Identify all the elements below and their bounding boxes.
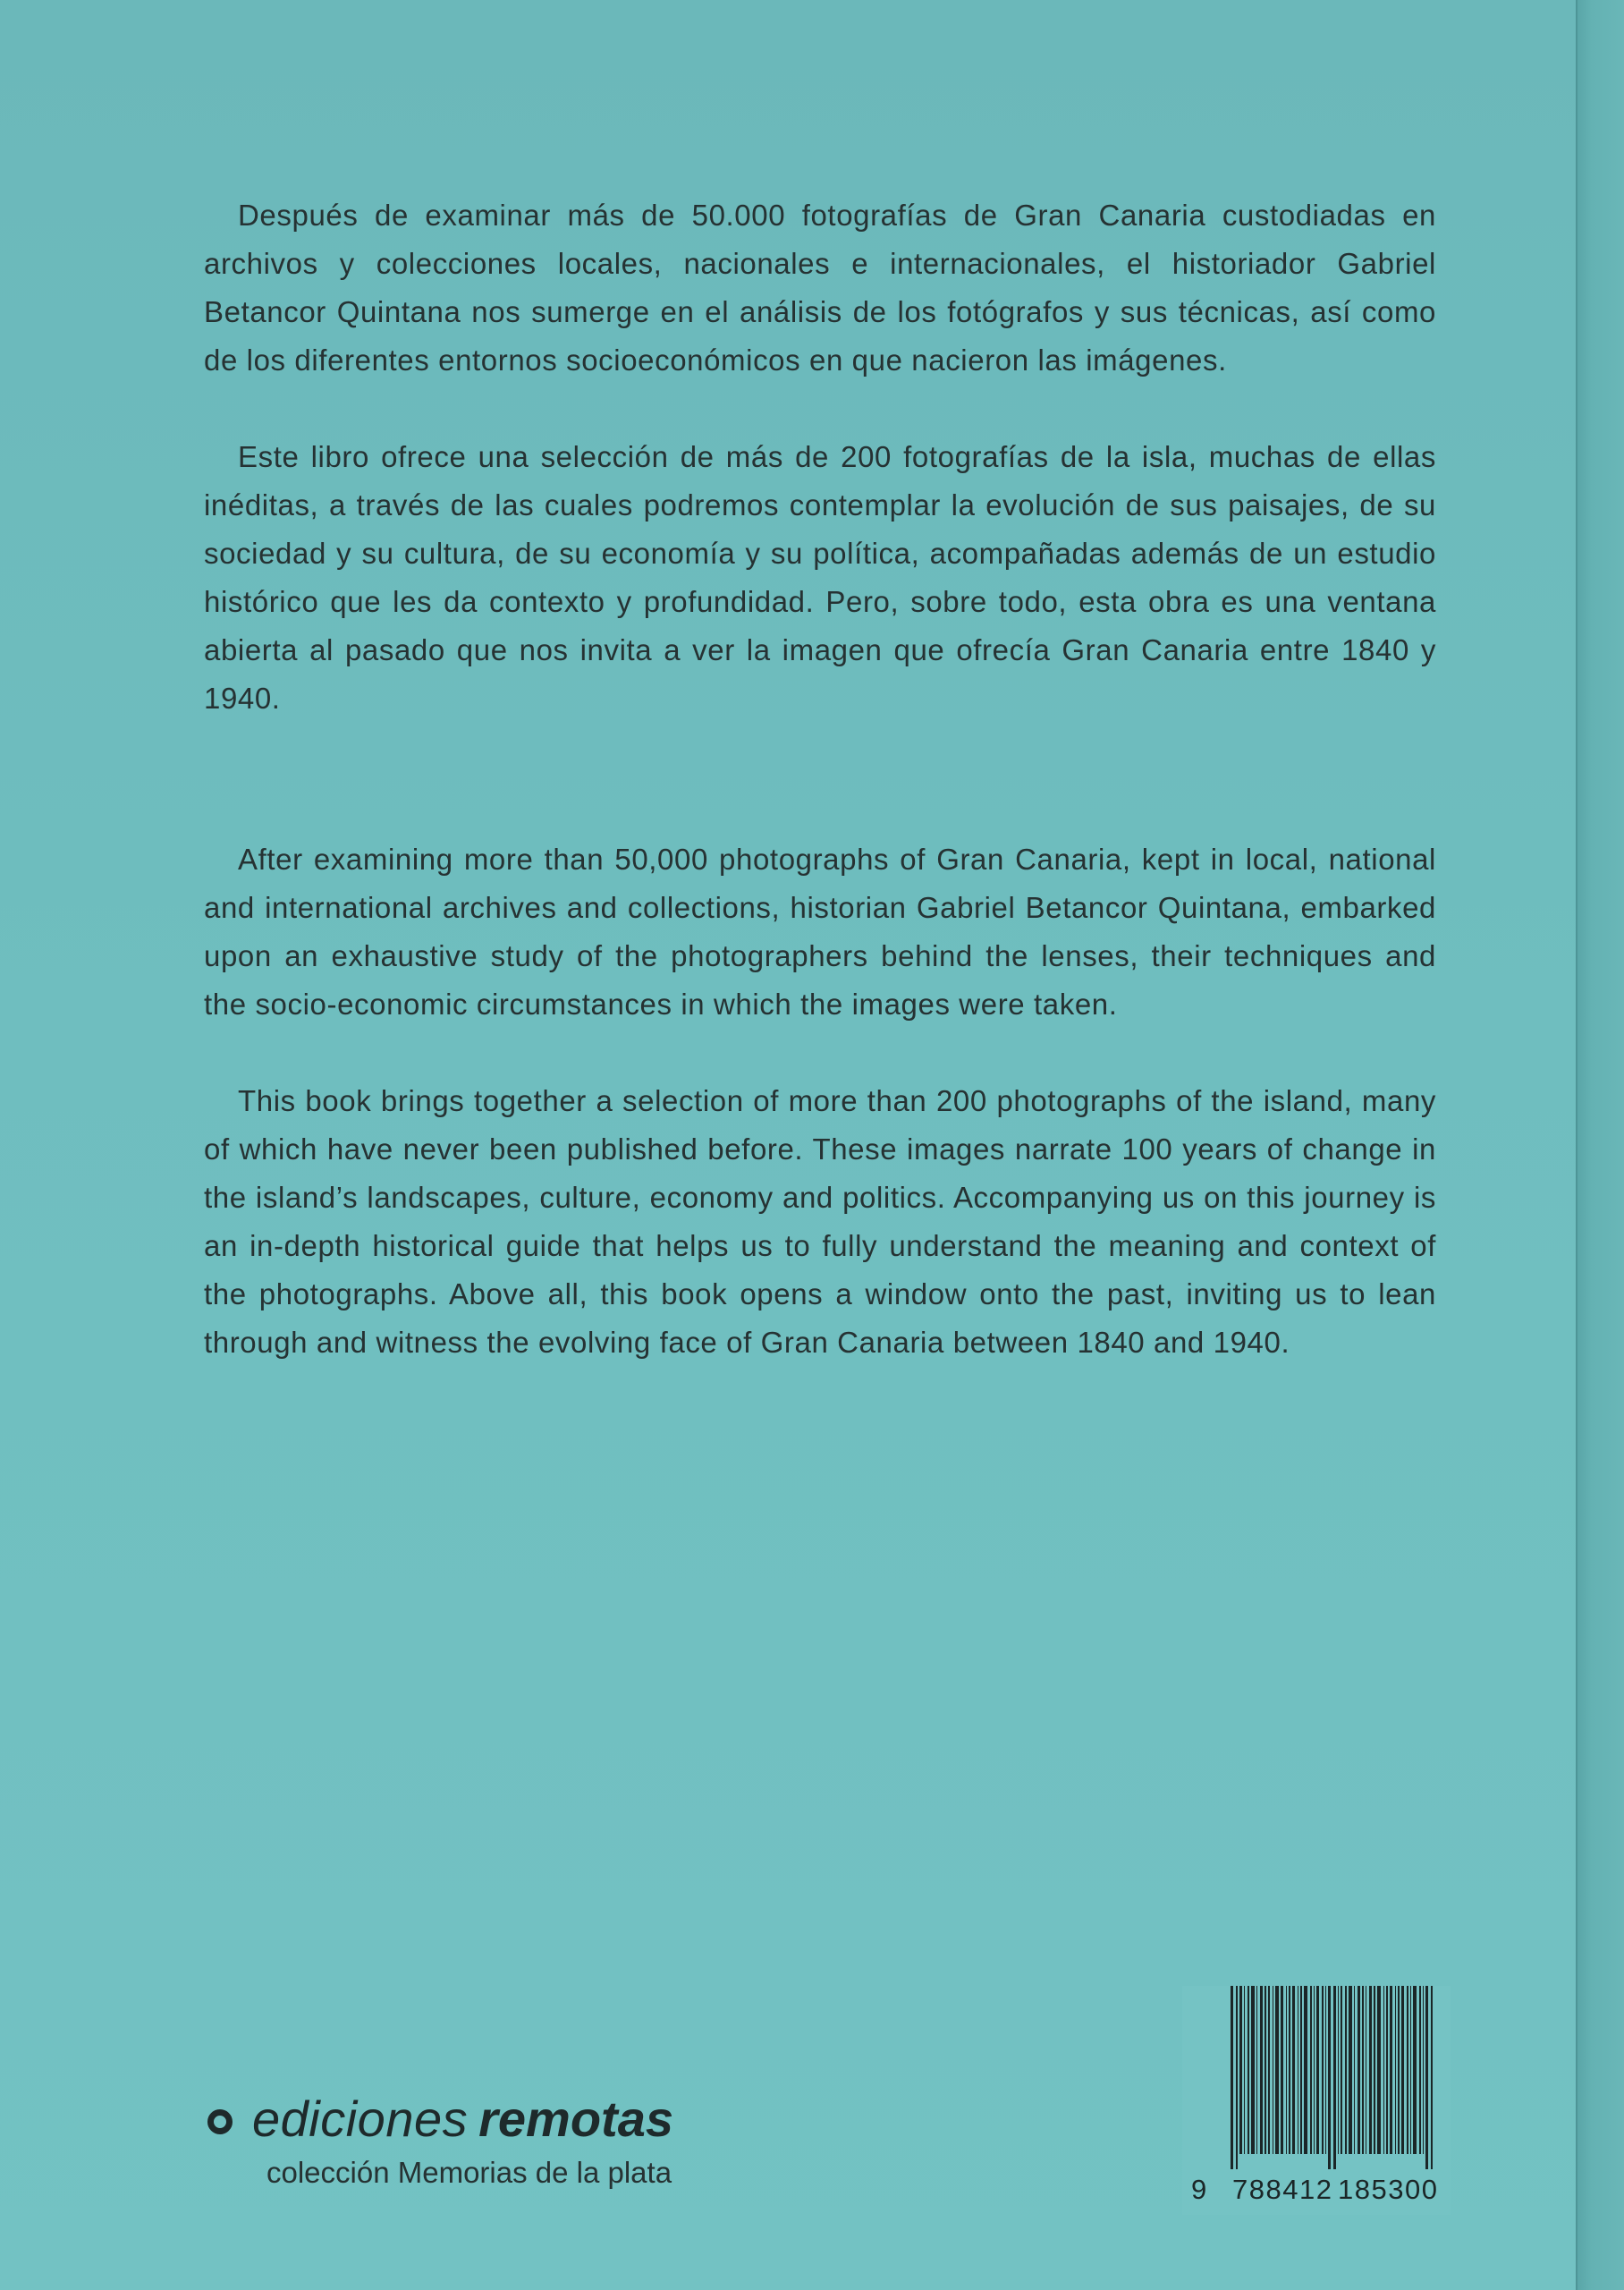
barcode-bar [1300, 1986, 1302, 2154]
barcode-bar [1333, 1986, 1336, 2169]
barcode-bar [1362, 1986, 1364, 2154]
barcode-bar [1401, 1986, 1404, 2154]
barcode-bar [1358, 1986, 1360, 2154]
barcode-bar [1395, 1986, 1396, 2154]
barcode-bar [1410, 1986, 1411, 2154]
barcode-bar [1341, 1986, 1342, 2154]
barcode-bar [1349, 1986, 1352, 2154]
barcode-bar [1419, 1986, 1421, 2154]
barcode-bar [1251, 1986, 1255, 2154]
barcode-bar [1390, 1986, 1392, 2154]
english-paragraph-1: After examining more than 50,000 photographs of Gran Canaria, kept in local, national and international archives and collections, historian Gabriel Betancor Quintana, embarked upon an exhaustive study of the photographers behind the lenses, their techniques and the socio-economic circumstances in which the images were taken. [204, 843, 1436, 1021]
barcode-bar [1322, 1986, 1324, 2154]
barcode-bar [1256, 1986, 1257, 2154]
barcode-bar [1244, 1986, 1245, 2154]
barcode-bar [1268, 1986, 1270, 2154]
barcode-bar [1314, 1986, 1315, 2154]
barcode-bar [1275, 1986, 1279, 2154]
barcode-bar [1236, 1986, 1238, 2169]
barcode-bar [1286, 1986, 1287, 2154]
barcode-bar [1377, 1986, 1381, 2154]
barcode-bar [1423, 1986, 1424, 2154]
barcode-bar [1431, 1986, 1433, 2169]
barcode-bar [1289, 1986, 1290, 2154]
barcode-bar [1304, 1986, 1307, 2154]
barcode-bar [1265, 1986, 1266, 2154]
barcode-bar [1407, 1986, 1408, 2154]
barcode-bar [1354, 1986, 1355, 2154]
isbn-group-1: 788412 [1232, 2174, 1333, 2205]
barcode-bars [1191, 1986, 1447, 2169]
barcode-bar [1281, 1986, 1283, 2154]
barcode-bar [1374, 1986, 1375, 2154]
barcode-bar [1369, 1986, 1372, 2154]
barcode-bar [1248, 1986, 1249, 2154]
barcode-bar [1345, 1986, 1347, 2154]
barcode-bar [1260, 1986, 1263, 2154]
publisher-logo [207, 2082, 708, 2190]
isbn-prefix: 9 [1191, 2174, 1207, 2205]
circle-icon [207, 2109, 233, 2134]
spanish-blurb [204, 191, 1436, 723]
spine-edge [1576, 0, 1624, 2290]
publisher-name-bold: remotas [478, 2090, 673, 2147]
barcode-bar [1338, 1986, 1339, 2154]
spanish-paragraph-1: Después de examinar más de 50.000 fotografías de Gran Canaria custodiadas en archivos y colecciones locales, nacionales e internacionales, el historiador Gabriel Betancor Quintana nos sumerge en el análisis de los fotógrafos y sus técnicas, así como de los diferentes entornos socioeconómicos en que nacieron las imágenes. [204, 199, 1436, 377]
barcode-bar [1425, 1986, 1428, 2169]
barcode-bar [1386, 1986, 1388, 2154]
barcode-bar [1398, 1986, 1400, 2154]
barcode-bar [1383, 1986, 1384, 2154]
barcode-bar [1328, 1986, 1331, 2169]
publisher-name-light: ediciones [252, 2090, 469, 2147]
publisher-name [207, 2082, 708, 2154]
english-blurb [204, 835, 1436, 1367]
isbn-group-2: 185300 [1338, 2174, 1439, 2205]
barcode-bar [1316, 1986, 1319, 2154]
barcode-bar [1325, 1986, 1326, 2154]
barcode-bar [1310, 1986, 1312, 2154]
collection-name: colección Memorias de la plata [266, 2156, 672, 2189]
barcode-bar [1239, 1986, 1242, 2154]
isbn-barcode [1182, 1986, 1451, 2215]
english-paragraph-2: This book brings together a selection of more than 200 photographs of the island, many of which have never been published before. These images narrate 100 years of change in the island’s landscapes, culture, economy and politics. Accompanying us on this journey is an in-depth historical guide that helps us to fully understand the meaning and context of the photographs. Above all, this book opens a window onto the past, inviting us to lean through and witness the evolving face of Gran Canaria between 1840 and 1940. [204, 1084, 1436, 1359]
barcode-bar [1292, 1986, 1295, 2154]
spanish-paragraph-2: Este libro ofrece una selección de más de 200 fotografías de la isla, muchas de ellas inéditas, a través de las cuales podremos contemplar la evolución de sus paisajes, de su sociedad y su cultura, de su economía y su política, acompañadas además de un estudio histórico que les da contexto y profundidad. Pero, sobre todo, esta obra es una ventana abierta al pasado que nos invita a ver la imagen que ofrecía Gran Canaria entre 1840 y 1940. [204, 440, 1436, 715]
barcode-bar [1231, 1986, 1233, 2169]
barcode-bar [1413, 1986, 1417, 2154]
